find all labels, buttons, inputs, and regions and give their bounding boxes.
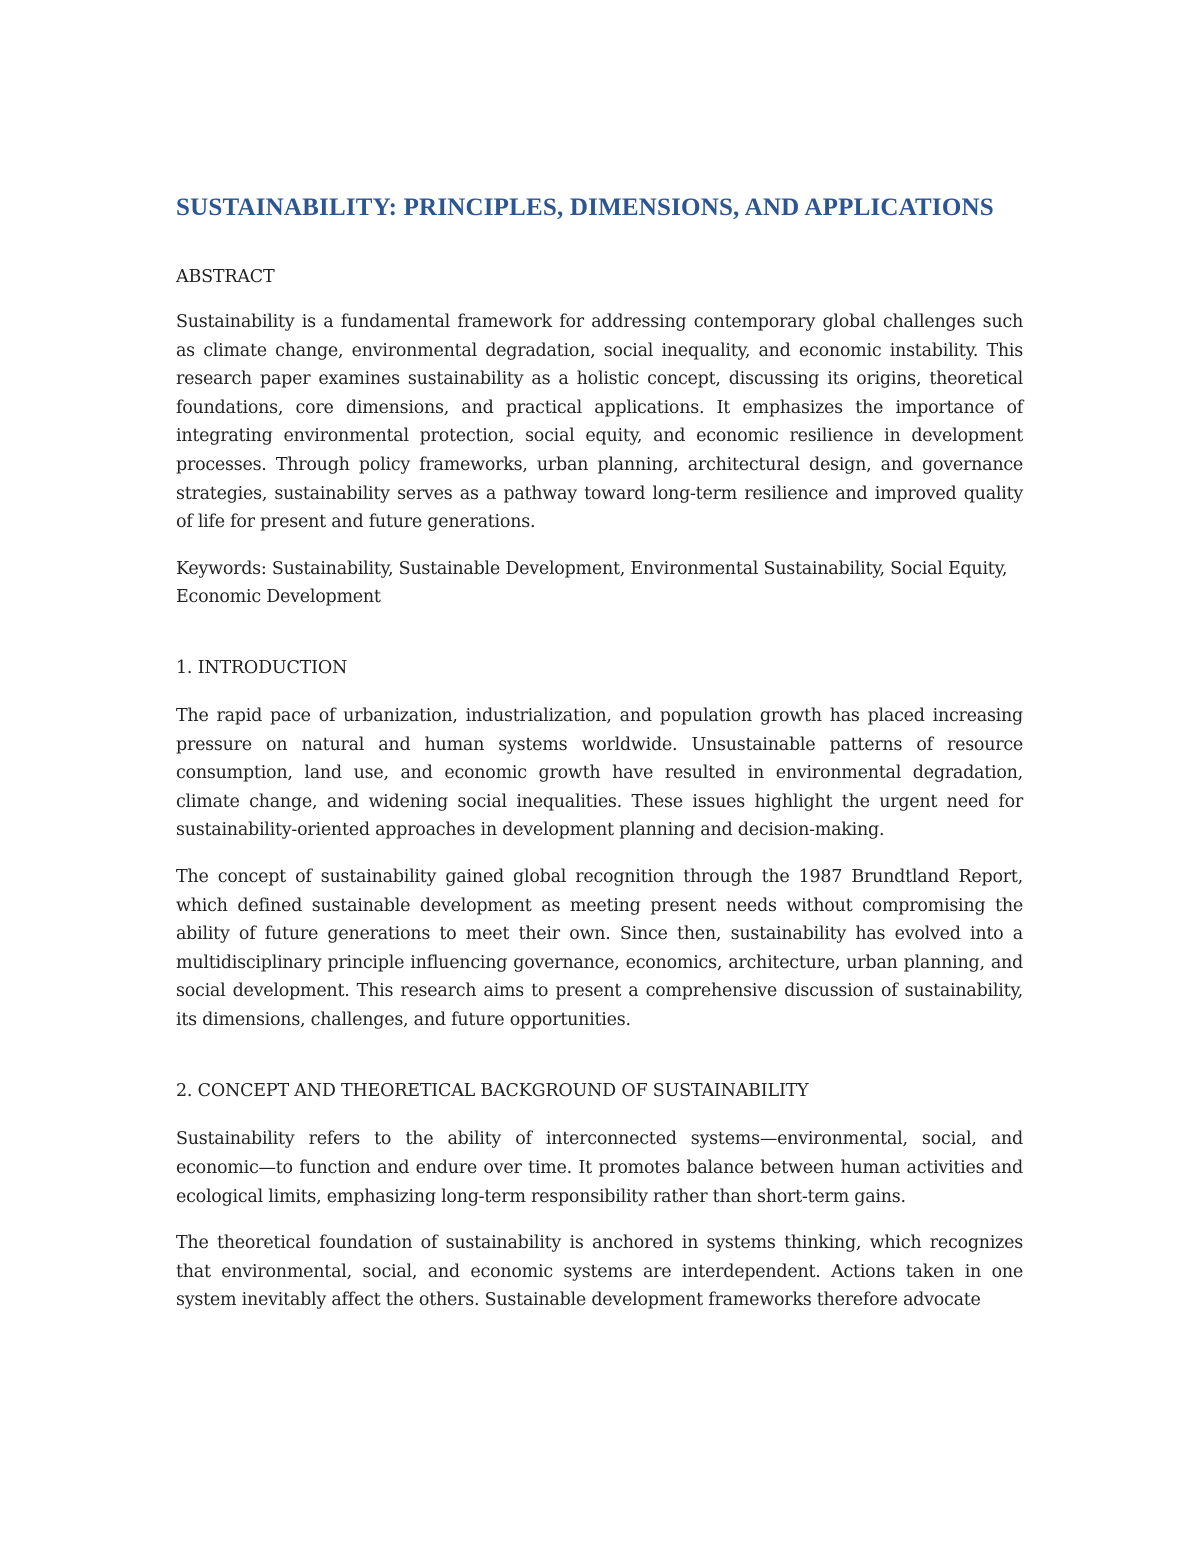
abstract-paragraph: Sustainability is a fundamental framework for addressing contemporary global challenges such as climate change, environmental degradation, social inequality, and economic instability. This research paper examines sustainability as a holistic concept, discussing its origins, theoretical foundations, core dimensions, and practical applications. It emphasizes the importance of integrating environmental protection, social equity, and economic resilience in development processes. Through policy frameworks, urban planning, architectural design, and governance strategies, sustainability serves as a pathway toward long-term resilience and improved quality of life for present and future generations. [176,312,1023,533]
concept-paragraph-2: The theoretical foundation of sustainability is anchored in systems thinking, which recognizes that environmental, social, and economic systems are interdependent. Actions taken in one system inevitably affect the others. Sustainable development frameworks therefore advocate [176,1233,1023,1311]
section-heading-introduction: 1. INTRODUCTION [176,657,348,678]
introduction-paragraph-2: The concept of sustainability gained global recognition through the 1987 Brundtland Report, which defined sustainable development as meeting present needs without compromising the ability of future generations to meet their own. Since then, sustainability has evolved into a multidisciplinary principle influencing governance, economics, architecture, urban planning, and social development. This research aims to present a comprehensive discussion of sustainability, its dimensions, challenges, and future opportunities. [176,866,1023,1030]
document-title: SUSTAINABILITY: PRINCIPLES, DIMENSIONS, AND APPLICATIONS [176,194,994,221]
abstract-label: ABSTRACT [176,267,275,287]
section-heading-concept: 2. CONCEPT AND THEORETICAL BACKGROUND OF SUSTAINABILITY [176,1081,809,1102]
document-page [176,190,1023,1333]
introduction-paragraph-1: The rapid pace of urbanization, industrialization, and population growth has placed increasing pressure on natural and human systems worldwide. Unsustainable patterns of resource consumption, land use, and economic growth have resulted in environmental degradation, climate change, and widening social inequalities. These issues highlight the urgent need for sustainability-oriented approaches in development planning and decision-making. [176,705,1023,841]
keywords-paragraph: Keywords: Sustainability, Sustainable Development, Environmental Sustainability, Social Equity, Economic Development [176,558,1008,608]
concept-paragraph-1: Sustainability refers to the ability of interconnected systems—environmental, social, and economic—to function and endure over time. It promotes balance between human activities and ecological limits, emphasizing long-term responsibility rather than short-term gains. [176,1129,1023,1207]
